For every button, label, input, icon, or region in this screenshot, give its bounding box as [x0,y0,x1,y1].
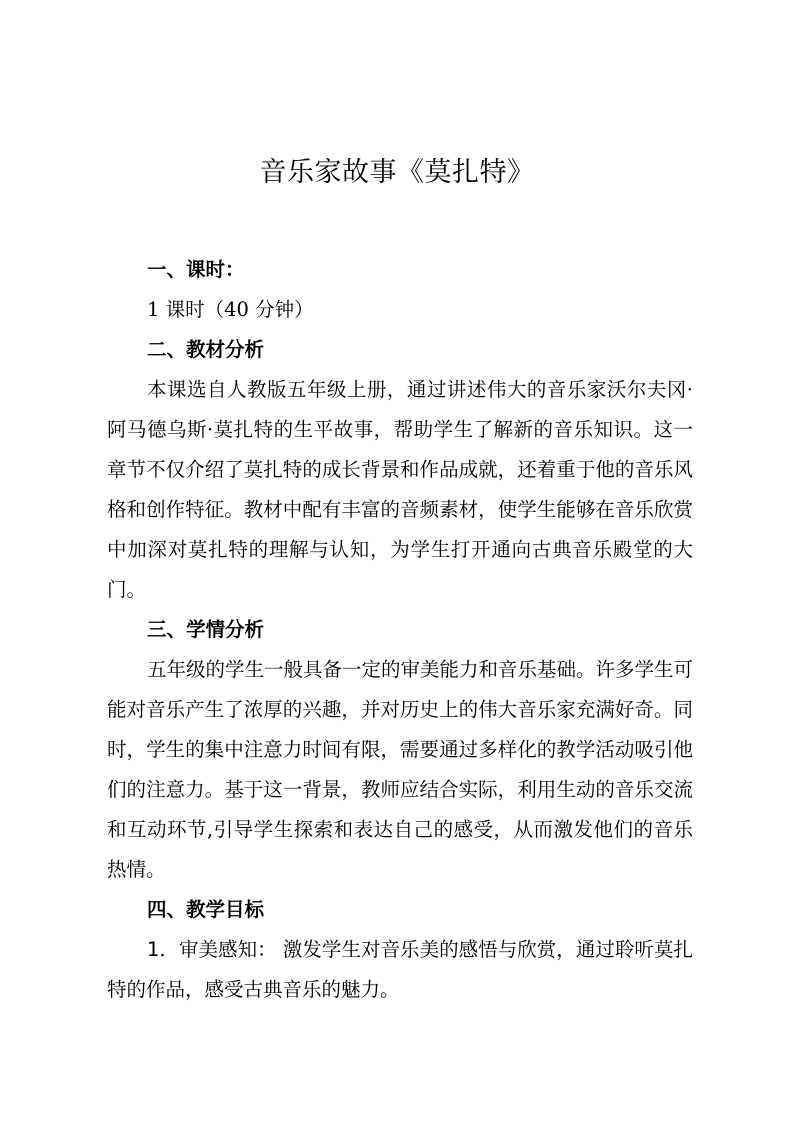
teaching-goal-item-1 [107,930,693,1010]
textbook-analysis-paragraph: 本课选自人教版五年级上册，通过讲述伟大的音乐家沃尔夫冈·阿马德乌斯·莫扎特的生平故事，帮助学生了解新的音乐知识。这一章节不仅介绍了莫扎特的成长背景和作品成就，还着重于他的音乐风格和创作特征。教材中配有丰富的音频素材，使学生能够在音乐欣赏中加深对莫扎特的理解与认知，为学生打开通向古典音乐殿堂的大门。 [107,378,693,601]
document-body [107,250,693,1010]
section-heading-textbook-analysis: 二、教材分析 [147,338,265,361]
section-heading-teaching-goals: 四、教学目标 [147,898,265,921]
teaching-goal-item-1-text: 激发学生对音乐美的感悟与欣赏，通过聆听莫扎特的作品，感受古典音乐的魅力。 [107,938,693,1001]
section-heading-class-hours: 一、课时： [147,258,245,281]
section-heading-student-analysis: 三、学情分析 [147,618,265,641]
teaching-goal-item-1-label: 1．审美感知： [147,938,277,961]
student-analysis-paragraph: 五年级的学生一般具备一定的审美能力和音乐基础。许多学生可能对音乐产生了浓厚的兴趣，并对历史上的伟大音乐家充满好奇。同时，学生的集中注意力时间有限，需要通过多样化的教学活动吸引他们的注意力。基于这一背景，教师应结合实际，利用生动的音乐交流和互动环节,引导学生探索和表达自己的感受，从而激发他们的音乐热情。 [107,658,694,881]
document-title: 音乐家故事《莫扎特》 [259,157,535,188]
class-hours-text: 1 课时（40 分钟） [147,298,314,321]
